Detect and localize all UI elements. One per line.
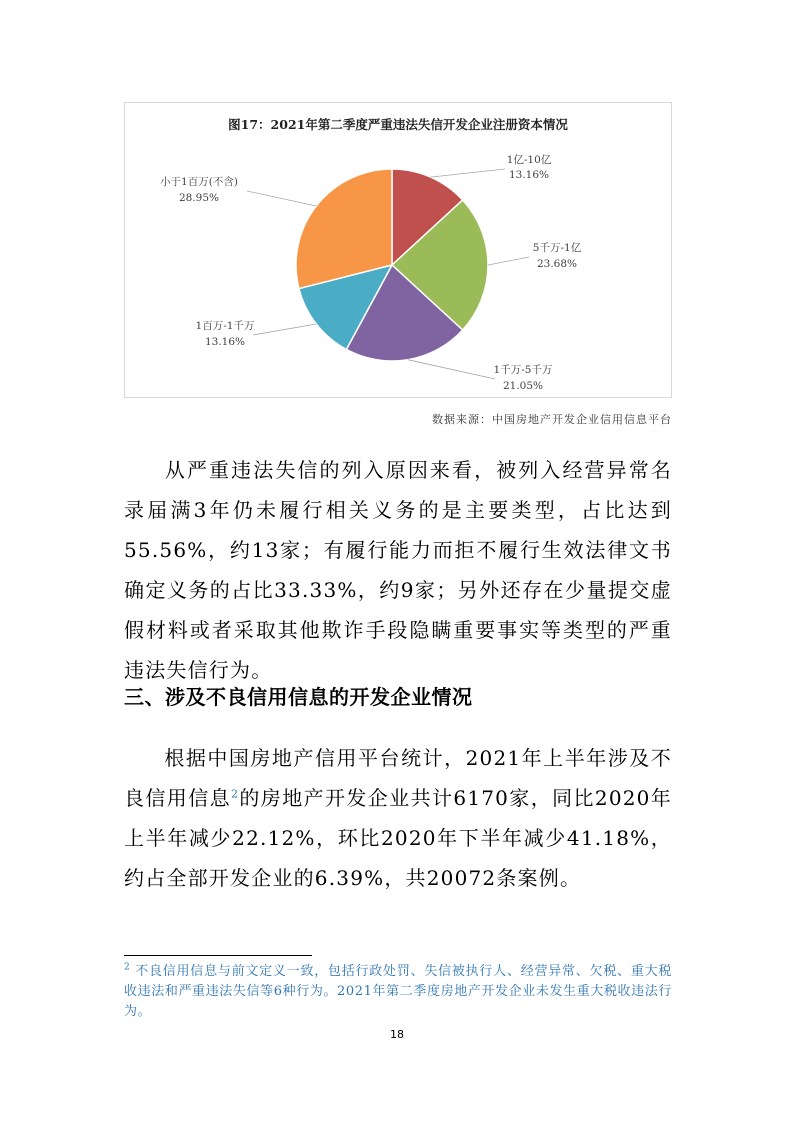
pie-leader-line <box>247 191 316 206</box>
pie-leader-line <box>408 360 495 379</box>
pie-slice-label: 1亿-10亿 <box>506 154 552 166</box>
pie-slice-label: 5千万-1亿 <box>532 242 582 254</box>
paragraph-bad-credit-stats-part1: 根据中国房地产信用平台统计，2021年上半年涉及不良信用信息 <box>124 746 672 810</box>
footnote <box>124 962 672 1022</box>
pie-slice-label: 1百万-1千万 <box>195 320 255 332</box>
pie-slice-percent: 21.05% <box>502 380 544 392</box>
pie-leader-line <box>488 257 529 265</box>
pie-slice-percent: 13.16% <box>508 169 550 181</box>
footnote-text: 不良信用信息与前文定义一致，包括行政处罚、失信被执行人、经营异常、欠税、重大税收违法和严重违法失信等6种行为。2021年第二季度房地产开发企业未发生重大税收违法行为。 <box>124 964 672 1019</box>
section-heading: 三、涉及不良信用信息的开发企业情况 <box>124 685 473 709</box>
paragraph-bad-credit-stats-part2: 的房地产开发企业共计6170家，同比2020年上半年减少22.12%，环比2020年下半年减少41.18%，约占全部开发企业的6.39%，共20072条案例。 <box>124 786 672 890</box>
pie-chart <box>125 103 673 399</box>
chart-title: 图17：2021年第二季度严重违法失信开发企业注册资本情况 <box>228 117 568 132</box>
pie-slice-label: 小于1百万(不含) <box>160 176 238 188</box>
paragraph-violation-reasons-text: 从严重违法失信的列入原因来看，被列入经营异常名录届满3年仍未履行相关义务的是主要类型，占比达到55.56%，约13家；有履行能力而拒不履行生效法律文书确定义务的占比33.33%，约9家；另外还存在少量提交虚假材料或者采取其他欺诈手段隐瞒重要事实等类型的严重违法失信行为。 <box>124 458 672 682</box>
pie-leader-line <box>253 324 316 335</box>
footnote-reference[interactable]: 2 <box>231 787 240 801</box>
paragraph-violation-reasons <box>124 450 672 690</box>
pie-chart-container <box>124 102 672 398</box>
pie-slice-label: 1千万-5千万 <box>493 364 553 376</box>
pie-leader-line <box>431 169 505 177</box>
pie-slice-percent: 28.95% <box>178 192 220 204</box>
footnote-number: 2 <box>124 962 131 973</box>
footnote-divider <box>124 955 312 956</box>
pie-slice-percent: 23.68% <box>536 258 578 270</box>
paragraph-bad-credit-stats <box>124 738 672 898</box>
page-number: 18 <box>390 1028 404 1041</box>
chart-source-note: 数据来源：中国房地产开发企业信用信息平台 <box>432 413 672 426</box>
pie-slice-percent: 13.16% <box>204 336 246 348</box>
